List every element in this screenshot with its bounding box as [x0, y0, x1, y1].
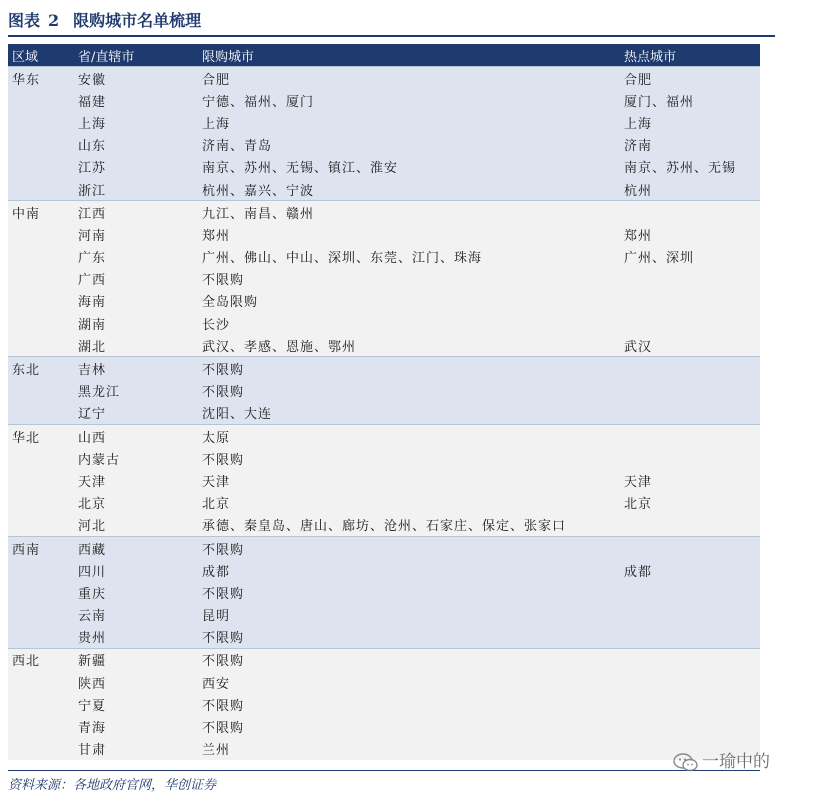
cell-province: 湖南 [74, 312, 198, 334]
cell-region [8, 469, 74, 491]
cell-restricted-cities: 不限购 [198, 268, 620, 290]
cell-hot-cities: 北京 [620, 492, 760, 514]
wechat-logo-icon [672, 752, 700, 774]
table-row [8, 357, 760, 380]
cell-region [8, 111, 74, 133]
cell-province: 陕西 [74, 671, 198, 693]
cell-restricted-cities: 不限购 [198, 626, 620, 649]
table-header-row [8, 44, 760, 67]
cell-hot-cities [620, 693, 760, 715]
cell-province: 山东 [74, 134, 198, 156]
source-note: 资料来源：各地政府官网，华创证券 [8, 778, 217, 793]
cell-hot-cities: 上海 [620, 111, 760, 133]
table-row [8, 626, 760, 649]
header-province: 省/直辖市 [74, 44, 198, 67]
cell-region [8, 134, 74, 156]
cell-restricted-cities: 兰州 [198, 738, 620, 760]
cell-restricted-cities: 全岛限购 [198, 290, 620, 312]
cell-hot-cities [620, 402, 760, 425]
cell-hot-cities [620, 290, 760, 312]
cell-hot-cities: 南京、苏州、无锡 [620, 156, 760, 178]
cell-hot-cities: 成都 [620, 559, 760, 581]
cell-region: 华北 [8, 425, 74, 448]
cell-province: 北京 [74, 492, 198, 514]
cell-restricted-cities: 合肥 [198, 67, 620, 90]
cell-hot-cities [620, 514, 760, 537]
cell-region [8, 559, 74, 581]
cell-region [8, 178, 74, 201]
table-row [8, 89, 760, 111]
cell-restricted-cities: 天津 [198, 469, 620, 491]
cell-hot-cities [620, 604, 760, 626]
cell-restricted-cities: 沈阳、大连 [198, 402, 620, 425]
cell-province: 黑龙江 [74, 380, 198, 402]
figure-title-text: 限购城市名单梳理 [73, 11, 202, 30]
cell-hot-cities [620, 447, 760, 469]
cell-hot-cities [620, 626, 760, 649]
cell-restricted-cities: 不限购 [198, 357, 620, 380]
table-row [8, 380, 760, 402]
cell-restricted-cities: 不限购 [198, 648, 620, 671]
table-row [8, 715, 760, 737]
cell-region [8, 514, 74, 537]
cell-restricted-cities: 济南、青岛 [198, 134, 620, 156]
cell-province: 青海 [74, 715, 198, 737]
table-row [8, 671, 760, 693]
figure-label: 图表 [8, 11, 41, 30]
cell-region [8, 223, 74, 245]
table-row [8, 559, 760, 581]
cell-region [8, 89, 74, 111]
cell-region: 西南 [8, 536, 74, 559]
cell-region [8, 312, 74, 334]
table-row [8, 290, 760, 312]
cell-region [8, 156, 74, 178]
table-container [8, 44, 760, 760]
table-row [8, 425, 760, 448]
cell-hot-cities [620, 715, 760, 737]
cell-province: 湖北 [74, 334, 198, 357]
table-row [8, 447, 760, 469]
cell-restricted-cities: 昆明 [198, 604, 620, 626]
cell-region: 华东 [8, 67, 74, 90]
table-row [8, 581, 760, 603]
cell-restricted-cities: 南京、苏州、无锡、镇江、淮安 [198, 156, 620, 178]
cell-province: 河南 [74, 223, 198, 245]
cell-restricted-cities: 西安 [198, 671, 620, 693]
cell-hot-cities [620, 648, 760, 671]
cell-restricted-cities: 北京 [198, 492, 620, 514]
header-region: 区域 [8, 44, 74, 67]
cell-hot-cities: 郑州 [620, 223, 760, 245]
cell-province: 广西 [74, 268, 198, 290]
cell-province: 贵州 [74, 626, 198, 649]
table-row [8, 312, 760, 334]
cell-hot-cities: 杭州 [620, 178, 760, 201]
table-row [8, 469, 760, 491]
cell-province: 广东 [74, 246, 198, 268]
cell-province: 山西 [74, 425, 198, 448]
cell-restricted-cities: 长沙 [198, 312, 620, 334]
header-hot-cities: 热点城市 [620, 44, 760, 67]
cell-region [8, 268, 74, 290]
cell-province: 新疆 [74, 648, 198, 671]
cell-hot-cities [620, 671, 760, 693]
cell-region [8, 246, 74, 268]
table-row [8, 536, 760, 559]
table-row [8, 67, 760, 90]
cell-region [8, 447, 74, 469]
cell-hot-cities: 天津 [620, 469, 760, 491]
cell-restricted-cities: 成都 [198, 559, 620, 581]
table-row [8, 268, 760, 290]
cell-restricted-cities: 太原 [198, 425, 620, 448]
cell-region [8, 626, 74, 649]
table-row [8, 134, 760, 156]
cell-province: 海南 [74, 290, 198, 312]
table-row [8, 201, 760, 224]
cell-hot-cities: 广州、深圳 [620, 246, 760, 268]
header-restricted-cities: 限购城市 [198, 44, 620, 67]
watermark-text: 一瑜中的 [702, 752, 770, 772]
cell-province: 四川 [74, 559, 198, 581]
figure-number: 2 [48, 11, 60, 30]
cell-hot-cities [620, 201, 760, 224]
cell-region: 东北 [8, 357, 74, 380]
bottom-rule [8, 770, 760, 771]
cell-hot-cities: 厦门、福州 [620, 89, 760, 111]
cell-province: 西藏 [74, 536, 198, 559]
cell-province: 浙江 [74, 178, 198, 201]
table-row [8, 738, 760, 760]
cell-restricted-cities: 郑州 [198, 223, 620, 245]
title-rule [8, 35, 775, 37]
cell-hot-cities [620, 312, 760, 334]
cell-province: 天津 [74, 469, 198, 491]
cell-province: 吉林 [74, 357, 198, 380]
cell-province: 福建 [74, 89, 198, 111]
cell-restricted-cities: 不限购 [198, 447, 620, 469]
cell-hot-cities: 合肥 [620, 67, 760, 90]
cell-restricted-cities: 承德、秦皇岛、唐山、廊坊、沧州、石家庄、保定、张家口 [198, 514, 620, 537]
cell-region [8, 581, 74, 603]
cell-region [8, 290, 74, 312]
cell-province: 辽宁 [74, 402, 198, 425]
cell-region [8, 492, 74, 514]
cell-region [8, 380, 74, 402]
table-row [8, 223, 760, 245]
cell-hot-cities [620, 581, 760, 603]
cell-region: 中南 [8, 201, 74, 224]
cell-province: 宁夏 [74, 693, 198, 715]
table-body [8, 67, 760, 760]
cell-province: 江苏 [74, 156, 198, 178]
table-row [8, 334, 760, 357]
watermark [672, 748, 770, 776]
cell-restricted-cities: 不限购 [198, 715, 620, 737]
cell-province: 甘肃 [74, 738, 198, 760]
table-row [8, 111, 760, 133]
cell-region [8, 671, 74, 693]
cell-region [8, 334, 74, 357]
cell-region: 西北 [8, 648, 74, 671]
cell-hot-cities [620, 536, 760, 559]
table-row [8, 648, 760, 671]
restriction-table [8, 44, 760, 760]
table-row [8, 402, 760, 425]
cell-restricted-cities: 九江、南昌、赣州 [198, 201, 620, 224]
table-row [8, 514, 760, 537]
cell-restricted-cities: 上海 [198, 111, 620, 133]
cell-restricted-cities: 杭州、嘉兴、宁波 [198, 178, 620, 201]
cell-province: 上海 [74, 111, 198, 133]
cell-region [8, 715, 74, 737]
cell-restricted-cities: 宁德、福州、厦门 [198, 89, 620, 111]
cell-restricted-cities: 不限购 [198, 536, 620, 559]
table-row [8, 693, 760, 715]
table-row [8, 156, 760, 178]
cell-province: 河北 [74, 514, 198, 537]
table-row [8, 492, 760, 514]
cell-region [8, 693, 74, 715]
cell-region [8, 402, 74, 425]
cell-province: 内蒙古 [74, 447, 198, 469]
cell-province: 云南 [74, 604, 198, 626]
table-row [8, 246, 760, 268]
cell-hot-cities [620, 268, 760, 290]
cell-restricted-cities: 不限购 [198, 693, 620, 715]
table-row [8, 178, 760, 201]
cell-hot-cities [620, 425, 760, 448]
cell-province: 重庆 [74, 581, 198, 603]
cell-hot-cities [620, 357, 760, 380]
cell-province: 安徽 [74, 67, 198, 90]
cell-hot-cities: 武汉 [620, 334, 760, 357]
cell-province: 江西 [74, 201, 198, 224]
cell-restricted-cities: 武汉、孝感、恩施、鄂州 [198, 334, 620, 357]
cell-hot-cities [620, 380, 760, 402]
cell-restricted-cities: 不限购 [198, 581, 620, 603]
cell-restricted-cities: 广州、佛山、中山、深圳、东莞、江门、珠海 [198, 246, 620, 268]
cell-hot-cities: 济南 [620, 134, 760, 156]
cell-region [8, 738, 74, 760]
figure-title [8, 8, 201, 34]
cell-restricted-cities: 不限购 [198, 380, 620, 402]
table-row [8, 604, 760, 626]
cell-region [8, 604, 74, 626]
